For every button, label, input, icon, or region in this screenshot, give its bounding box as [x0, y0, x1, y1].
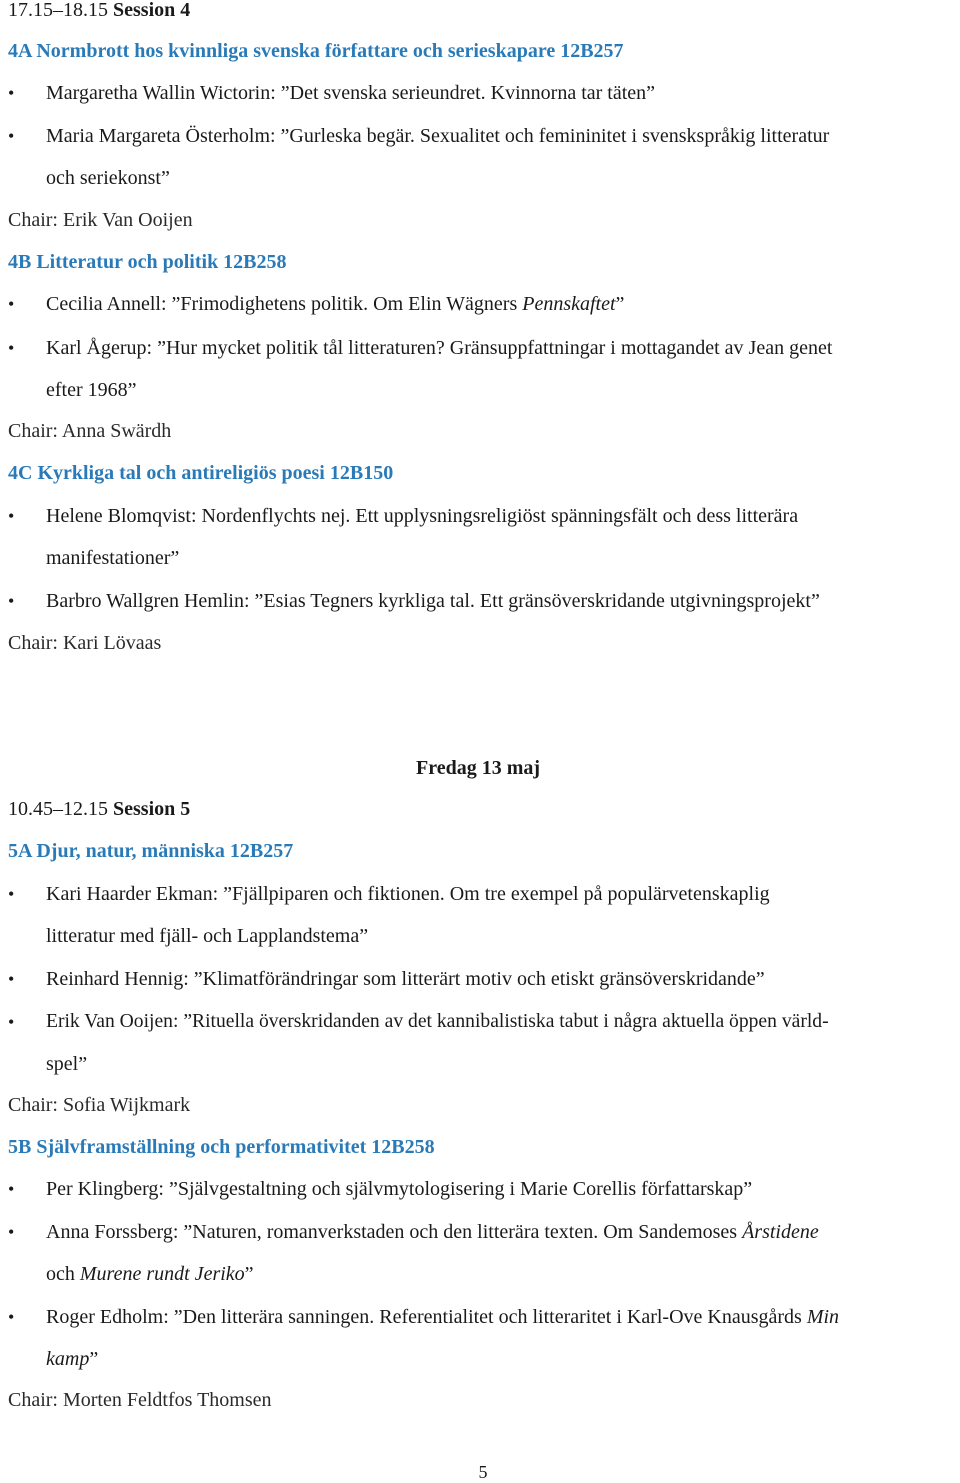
paper-5b-3-text: Roger Edholm: ”Den litterära sanningen. Referentialitet och litteraritet i Karl-Ove Knausgårds — [46, 1306, 807, 1328]
paper-5a-3: Erik Van Ooijen: ”Rituella överskridanden av det kannibalistiska tabut i några aktuella öppen värld- — [46, 1011, 829, 1032]
session-4a-title: 4A Normbrott hos kvinnliga svenska författare och serieskapare 12B257 — [8, 40, 624, 62]
bullet: • — [8, 1307, 15, 1327]
paper-5b-3-cont-end: ” — [89, 1348, 99, 1370]
paper-4b-1-italic: Pennskaftet — [522, 293, 616, 315]
bullet: • — [8, 591, 15, 611]
bullet: • — [8, 1012, 15, 1032]
bullet: • — [8, 338, 15, 358]
paper-5b-1: Per Klingberg: ”Självgestaltning och självmytologisering i Marie Corellis författarskap” — [46, 1178, 753, 1200]
session-5-header — [8, 797, 190, 821]
paper-4b-1-text: Cecilia Annell: ”Frimodighetens politik. Om Elin Wägners — [46, 293, 523, 315]
session-4b-title: 4B Litteratur och politik 12B258 — [8, 251, 287, 273]
bullet: • — [8, 506, 15, 526]
paper-5b-3 — [46, 1305, 839, 1329]
paper-5a-3-cont: spel” — [46, 1053, 88, 1075]
session-5-label: Session 5 — [113, 798, 191, 820]
bullet: • — [8, 1222, 15, 1242]
paper-5b-2-cont — [46, 1262, 254, 1286]
session-4c-title: 4C Kyrkliga tal och antireligiös poesi 12B150 — [8, 462, 394, 484]
paper-4c-1: Helene Blomqvist: Nordenflychts nej. Ett upplysningsreligiöst spänningsfält och dess litterära — [46, 505, 799, 527]
paper-5b-2-italic: Årstidene — [742, 1221, 819, 1243]
paper-5a-1-cont: litteratur med fjäll- och Lapplandstema” — [46, 925, 369, 947]
paper-4c-2: Barbro Wallgren Hemlin: ”Esias Tegners kyrkliga tal. Ett gränsöverskridande utgivningsprojekt” — [46, 590, 820, 612]
chair-4a: Chair: Erik Van Ooijen — [8, 209, 193, 231]
bullet: • — [8, 126, 15, 146]
session-5b-title: 5B Självframställning och performativitet 12B258 — [8, 1136, 435, 1158]
paper-4c-1-cont: manifestationer” — [46, 547, 180, 569]
session-4-label: Session 4 — [113, 0, 191, 21]
paper-5b-2-cont-end: ” — [244, 1263, 254, 1285]
paper-5b-2-cont-text: och — [46, 1263, 80, 1285]
session-5-time: 10.45–12.15 — [8, 798, 108, 820]
bullet: • — [8, 294, 15, 314]
paper-5b-3-cont — [46, 1347, 98, 1371]
paper-5a-1: Kari Haarder Ekman: ”Fjällpiparen och fiktionen. Om tre exempel på populärvetenskaplig — [46, 883, 770, 905]
session-5a-title: 5A Djur, natur, människa 12B257 — [8, 840, 294, 862]
day-heading: Fredag 13 maj — [416, 757, 541, 779]
paper-4a-1: Margaretha Wallin Wictorin: ”Det svenska serieundret. Kvinnorna tar täten” — [46, 82, 656, 104]
paper-4b-2-cont: efter 1968” — [46, 379, 137, 401]
chair-5b: Chair: Morten Feldtfos Thomsen — [8, 1389, 272, 1411]
paper-4b-2: Karl Ågerup: ”Hur mycket politik tål litteraturen? Gränsuppfattningar i mottagandet av Jean genet — [46, 337, 833, 359]
paper-4b-1 — [46, 292, 624, 316]
page-number: 5 — [478, 1462, 488, 1482]
bullet: • — [8, 884, 15, 904]
bullet: • — [8, 83, 15, 103]
paper-4b-1-end: ” — [615, 293, 625, 315]
chair-4b: Chair: Anna Swärdh — [8, 420, 172, 442]
bullet: • — [8, 969, 15, 989]
paper-5b-2-text: Anna Forssberg: ”Naturen, romanverkstaden och den litterära texten. Om Sandemoses — [46, 1221, 743, 1243]
paper-5a-2: Reinhard Hennig: ”Klimatförändringar som litterärt motiv och etiskt gränsöverskridande” — [46, 968, 765, 990]
paper-5b-3-cont-italic: kamp — [46, 1348, 90, 1370]
paper-4a-2-cont: och seriekonst” — [46, 167, 170, 189]
session-4-header — [8, 0, 190, 22]
paper-5b-3-italic: Min — [806, 1306, 840, 1328]
session-4-time: 17.15–18.15 — [8, 0, 108, 21]
chair-4c: Chair: Kari Lövaas — [8, 632, 162, 654]
bullet: • — [8, 1179, 15, 1199]
paper-4a-2: Maria Margareta Österholm: ”Gurleska begär. Sexualitet och femininitet i svenskspråkig litteratur — [46, 125, 830, 147]
paper-5b-2 — [46, 1220, 819, 1244]
paper-5b-2-cont-italic: Murene rundt Jeriko — [79, 1263, 245, 1285]
chair-5a: Chair: Sofia Wijkmark — [8, 1094, 191, 1116]
